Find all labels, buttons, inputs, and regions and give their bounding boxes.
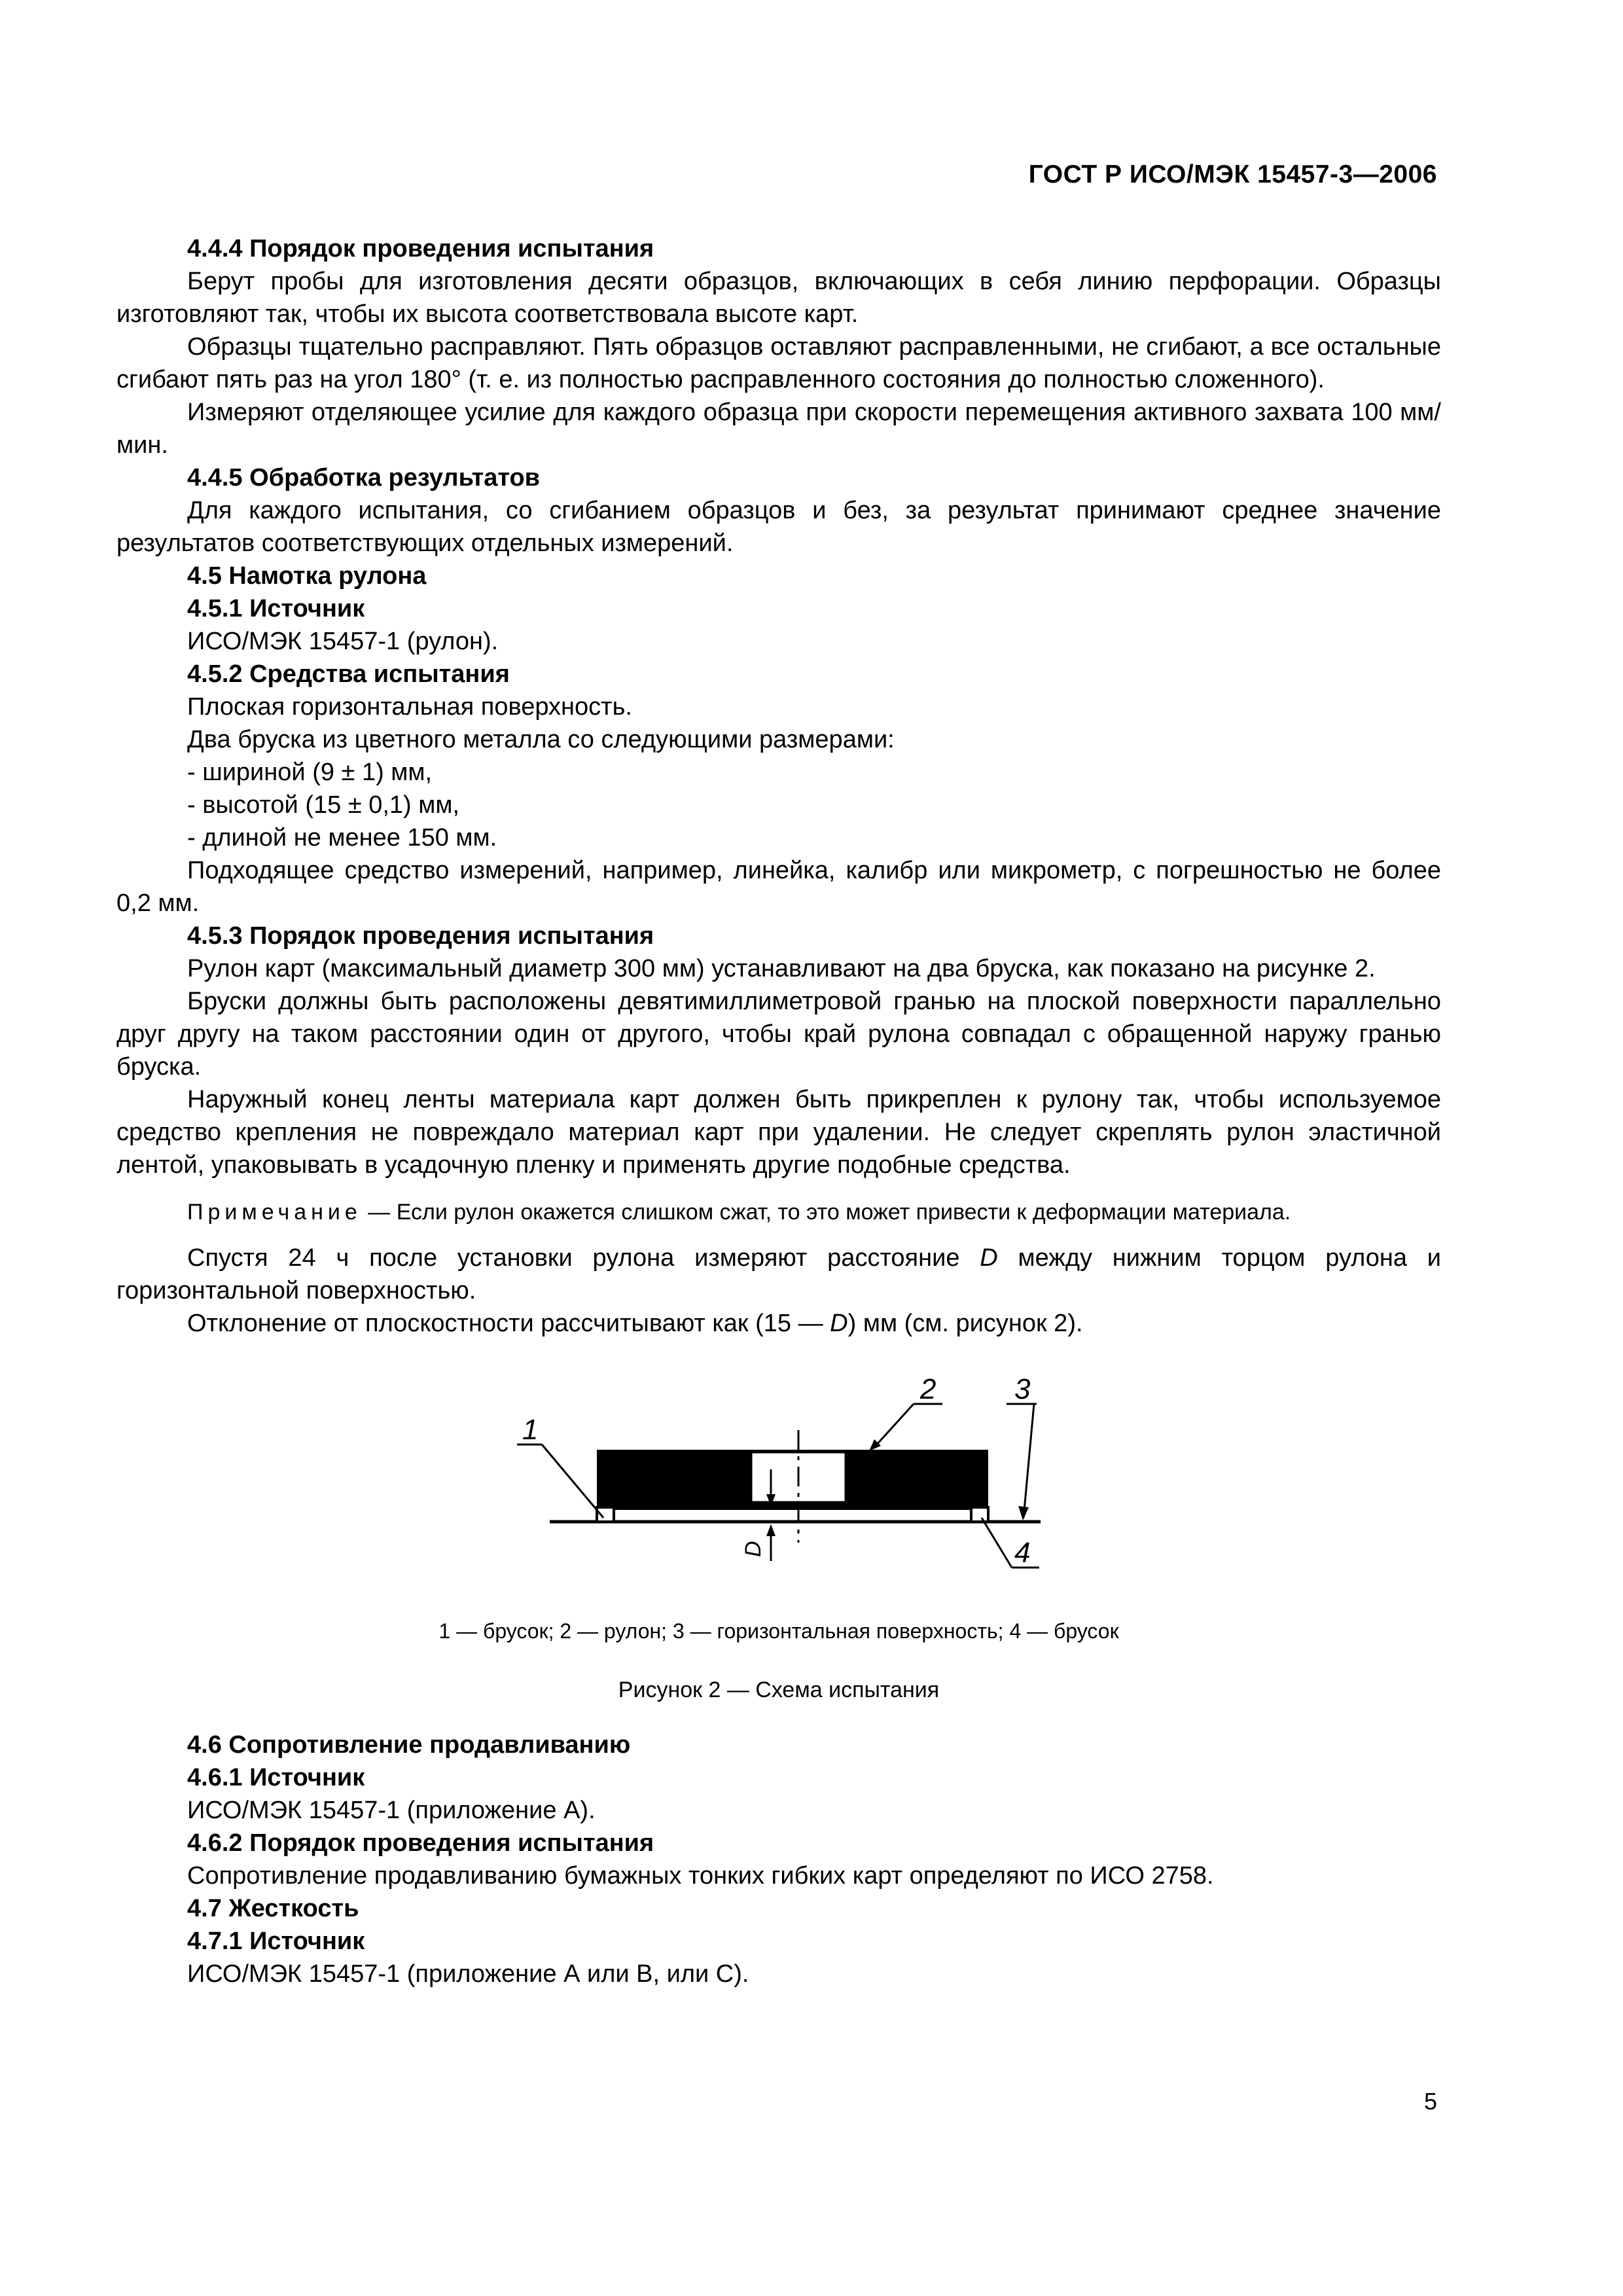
heading-4-4-4: 4.4.4 Порядок проведения испытания — [187, 235, 654, 262]
paragraph: Образцы тщательно расправляют. Пять образцов оставляют расправленными, не сгибают, а все остальные сгибают пять раз на угол 180° (т. е. из полностью расправленного состояния до полностью сложенного). — [116, 333, 1441, 393]
note — [116, 1196, 1441, 1229]
paragraph: Подходящее средство измерений, например, линейка, калибр или микрометр, с погрешностью не более 0,2 мм. — [116, 857, 1441, 917]
label-1: 1 — [522, 1414, 539, 1446]
heading-4-5-2: 4.5.2 Средства испытания — [187, 660, 510, 688]
text-run: Отклонение от плоскостности рассчитывают как (15 — — [187, 1310, 830, 1337]
paragraph: Бруски должны быть расположены девятимиллиметровой гранью на плоской поверхности параллельно друг другу на таком расстоянии один от другого, чтобы край рулона совпадал с обращенной наружу гранью бруска. — [116, 988, 1441, 1081]
heading-4-5: 4.5 Намотка рулона — [187, 562, 427, 590]
text-run: Спустя 24 ч после установки рулона измеряют расстояние — [187, 1244, 980, 1272]
heading-4-6: 4.6 Сопротивление продавливанию — [187, 1731, 631, 1759]
document-id-header: ГОСТ Р ИСО/МЭК 15457-3—2006 — [1028, 160, 1437, 188]
text-run: между нижним торцом рулона и горизонтальной поверхностью. — [116, 1244, 1441, 1304]
heading-4-7: 4.7 Жесткость — [187, 1895, 359, 1922]
figure-legend: 1 — брусок; 2 — рулон; 3 — горизонтальная поверхность; 4 — брусок — [438, 1619, 1119, 1643]
test-scheme-diagram — [116, 1353, 1441, 1615]
note-text: — Если рулон окажется слишком сжат, то это может привести к деформации материала. — [368, 1200, 1291, 1225]
paragraph: Наружный конец ленты материала карт должен быть прикреплен к рулону так, чтобы используемое средство крепления не повреждало материал карт при удалении. Не следует скреплять рулон эластичной лентой, упаковывать в усадочную пленку и применять другие подобные средства. — [116, 1086, 1441, 1179]
label-2: 2 — [920, 1373, 936, 1405]
variable-d: D — [830, 1310, 848, 1337]
heading-4-7-1: 4.7.1 Источник — [187, 1928, 365, 1955]
paragraph: ИСО/МЭК 15457-1 (приложение А или В, или С). — [187, 1960, 749, 1988]
heading-4-5-3: 4.5.3 Порядок проведения испытания — [187, 922, 654, 950]
label-d: D — [741, 1541, 766, 1557]
paragraph: Берут пробы для изготовления десяти образцов, включающих в себя линию перфорации. Образцы изготовляют так, чтобы их высота соответствовала высоте карт. — [116, 268, 1441, 328]
block-right — [971, 1507, 988, 1522]
figure-caption: Рисунок 2 — Схема испытания — [618, 1677, 940, 1702]
page-number: 5 — [1423, 2088, 1437, 2115]
paragraph: ИСО/МЭК 15457-1 (приложение А). — [187, 1797, 596, 1824]
paragraph: Два бруска из цветного металла со следующими размерами: — [187, 726, 895, 753]
variable-d: D — [980, 1244, 998, 1272]
paragraph: Сопротивление продавливанию бумажных тонких гибких карт определяют по ИСО 2758. — [187, 1862, 1214, 1890]
paragraph: Рулон карт (максимальный диаметр 300 мм) устанавливают на два бруска, как показано на рисунке 2. — [187, 955, 1376, 982]
paragraph: Измеряют отделяющее усилие для каждого образца при скорости перемещения активного захвата 100 мм/мин. — [116, 399, 1441, 459]
paragraph: ИСО/МЭК 15457-1 (рулон). — [187, 628, 499, 655]
list-item: - длиной не менее 150 мм. — [187, 824, 497, 852]
paragraph: Плоская горизонтальная поверхность. — [187, 693, 632, 721]
paragraph — [116, 1242, 1441, 1307]
heading-4-4-5: 4.4.5 Обработка результатов — [187, 464, 541, 492]
label-3: 3 — [1014, 1373, 1031, 1405]
heading-4-6-2: 4.6.2 Порядок проведения испытания — [187, 1829, 654, 1857]
label-4: 4 — [1014, 1537, 1031, 1569]
list-item: - высотой (15 ± 0,1) мм, — [187, 791, 460, 819]
page-content — [116, 232, 1441, 1990]
heading-4-6-1: 4.6.1 Источник — [187, 1764, 365, 1791]
paragraph — [116, 1307, 1441, 1340]
list-item: - шириной (9 ± 1) мм, — [187, 759, 433, 786]
text-run: ) мм (см. рисунок 2). — [847, 1310, 1083, 1337]
paragraph: Для каждого испытания, со сгибанием образцов и без, за результат принимают среднее значение результатов соответствующих отдельных измерений. — [116, 497, 1441, 557]
note-label: Примечание — [187, 1200, 362, 1225]
figure-2 — [116, 1353, 1441, 1719]
heading-4-5-1: 4.5.1 Источник — [187, 595, 365, 622]
